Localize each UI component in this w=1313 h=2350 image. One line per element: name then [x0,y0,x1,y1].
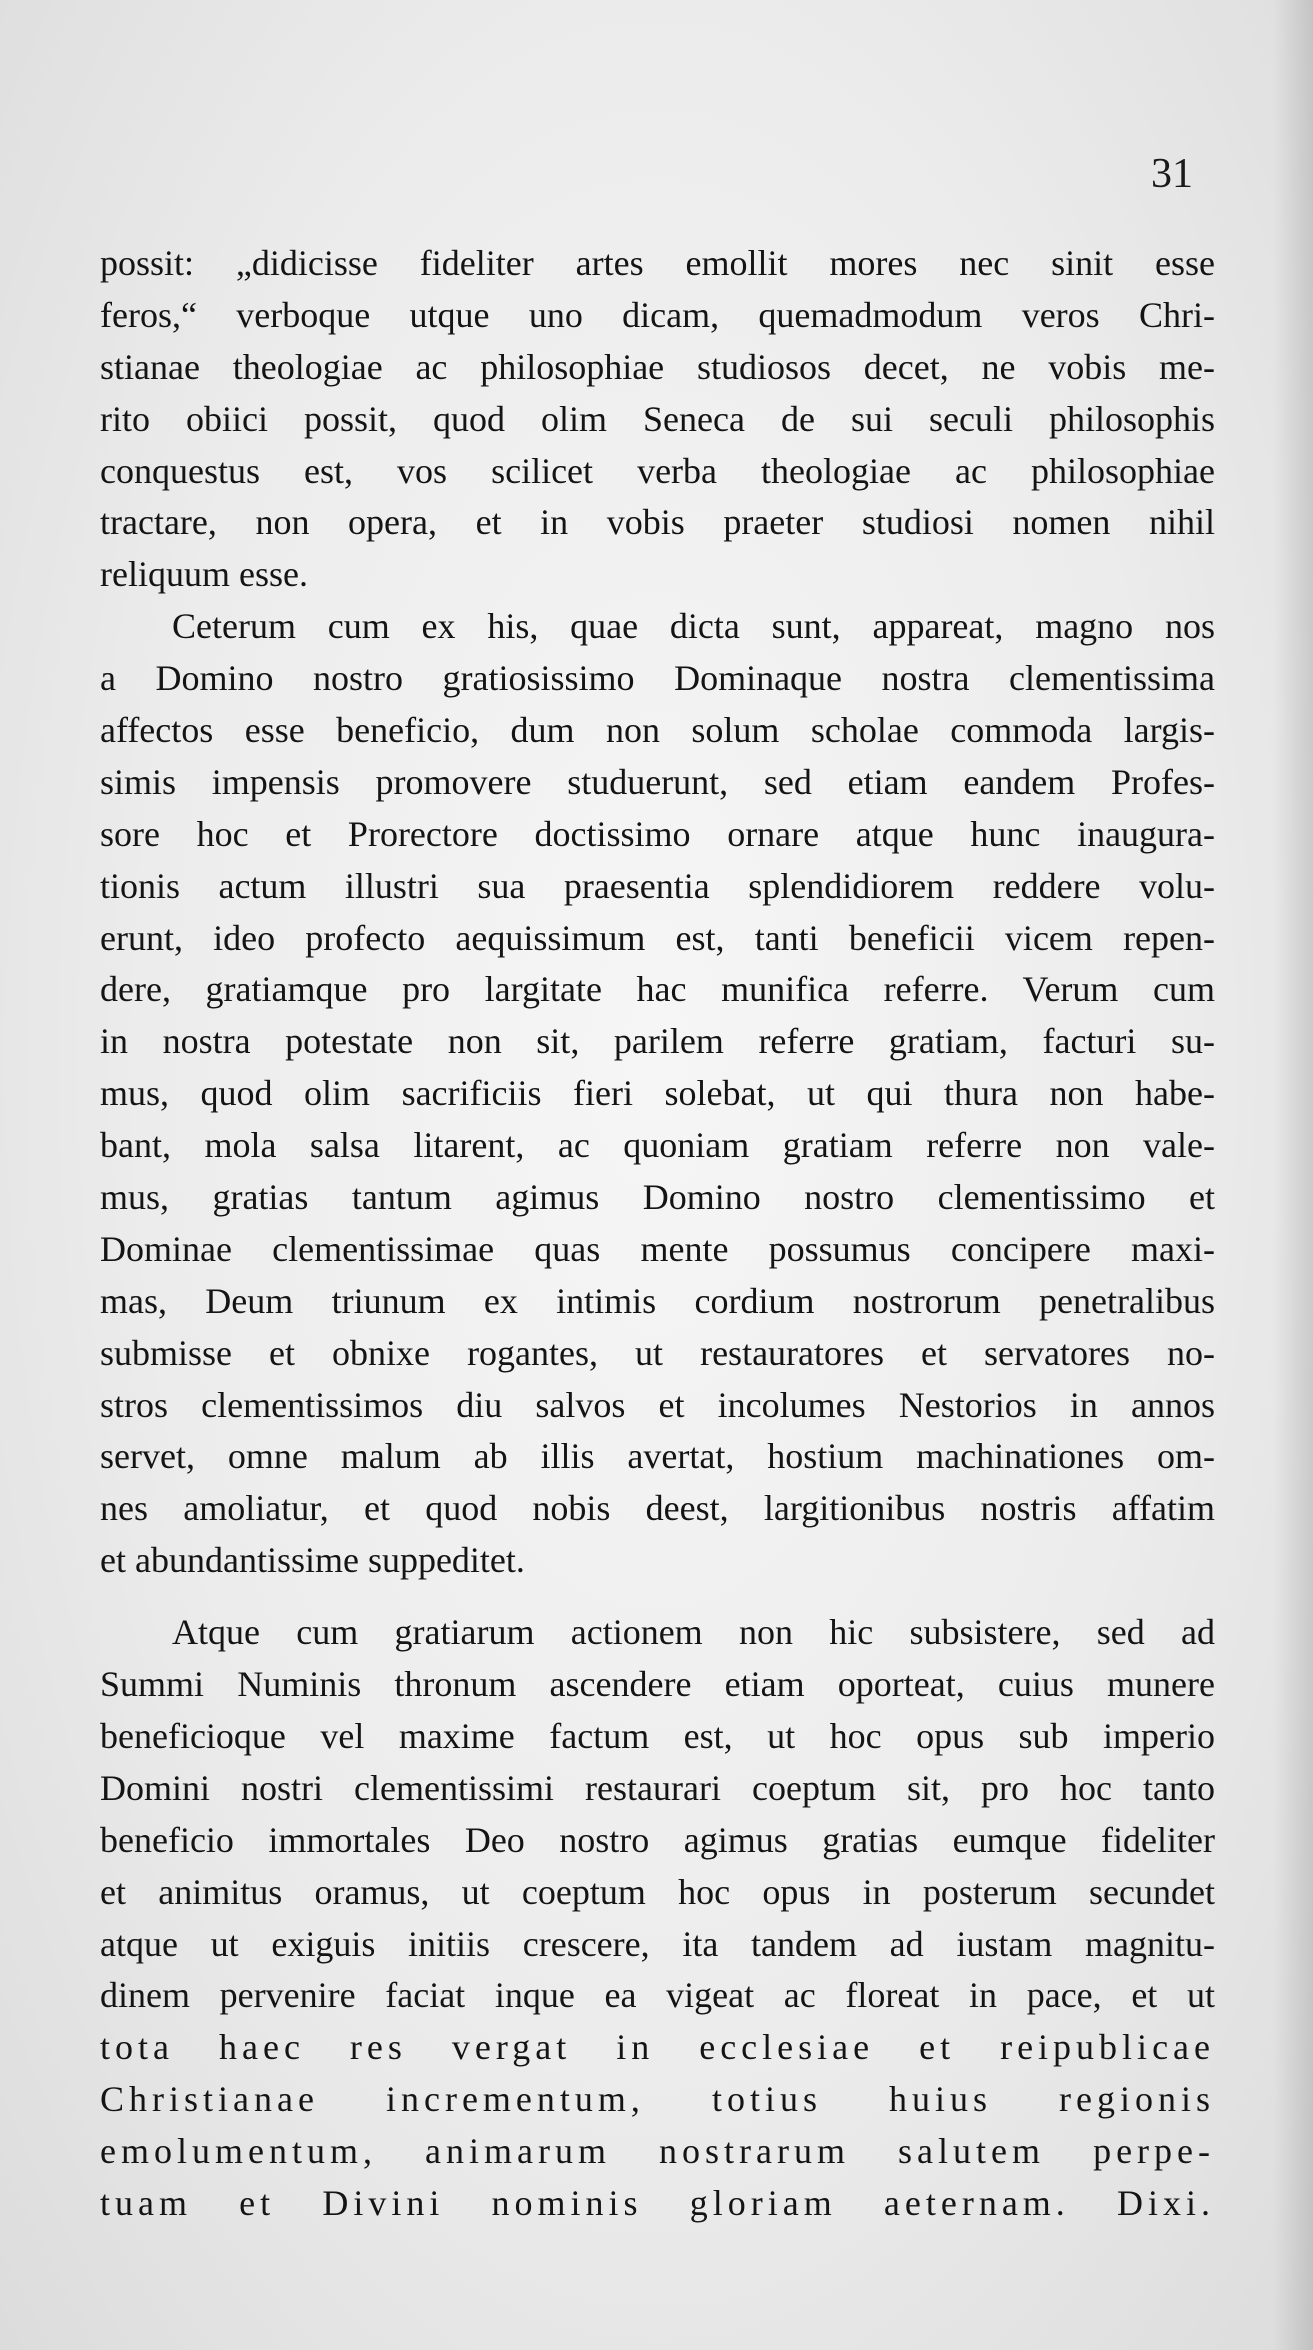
text-line: et animitus oramus, ut coeptum hoc opus in posterum secundet [100,1871,1215,1912]
paragraph-1 [100,238,1215,601]
text-line: Summi Numinis thronum ascendere etiam oporteat, cuius munere [100,1664,1215,1705]
text-line: sore hoc et Prorectore doctissimo ornare atque hunc inaugura- [100,813,1215,854]
body-text [100,238,1215,2230]
text-line: stianae theologiae ac philosophiae studiosos decet, ne vobis me- [100,346,1215,387]
text-line: submisse et obnixe rogantes, ut restauratores et servatores no- [100,1332,1215,1373]
spaced-text-line: Christianae incrementum, totius huius regionis [100,2079,1215,2120]
text-line: a Domino nostro gratiosissimo Dominaque nostra clementissima [100,658,1215,699]
text-line: et abundantissime suppeditet. [100,1540,525,1581]
text-line: rito obiici possit, quod olim Seneca de sui seculi philosophis [100,398,1215,439]
text-line: erunt, ideo profecto aequissimum est, tanti beneficii vicem repen- [100,917,1215,958]
text-line: feros,“ verboque utque uno dicam, quemadmodum veros Chri- [100,294,1215,335]
paragraph-3 [100,1607,1215,2230]
paragraph-2 [100,601,1215,1587]
text-line: conquestus est, vos scilicet verba theologiae ac philosophiae [100,450,1215,491]
text-line: Atque cum gratiarum actionem non hic subsistere, sed ad [172,1612,1215,1653]
text-line: atque ut exiguis initiis crescere, ita tandem ad iustam magnitu- [100,1923,1215,1964]
text-line: stros clementissimos diu salvos et incolumes Nestorios in annos [100,1384,1215,1425]
text-line: dinem pervenire faciat inque ea vigeat ac floreat in pace, et ut [100,1975,1215,2016]
text-line: in nostra potestate non sit, parilem referre gratiam, facturi su- [100,1021,1215,1062]
text-line: Dominae clementissimae quas mente possumus concipere maxi- [100,1228,1215,1269]
paragraph-gap [100,1587,1215,1607]
text-line: simis impensis promovere studuerunt, sed etiam eandem Profes- [100,761,1215,802]
text-line: reliquum esse. [100,554,308,595]
text-line: possit: „didicisse fideliter artes emollit mores nec sinit esse [100,243,1215,283]
text-line: Domini nostri clementissimi restaurari coeptum sit, pro hoc tanto [100,1767,1215,1808]
text-line: tionis actum illustri sua praesentia splendidiorem reddere volu- [100,865,1215,906]
spaced-text-line: emolumentum, animarum nostrarum salutem perpe- [100,2131,1215,2172]
page-number: 31 [1151,151,1193,197]
text-line: dere, gratiamque pro largitate hac munifica referre. Verum cum [100,969,1215,1010]
text-line: tractare, non opera, et in vobis praeter studiosi nomen nihil [100,502,1215,543]
text-line: Ceterum cum ex his, quae dicta sunt, appareat, magno nos [172,606,1215,647]
text-line: nes amoliatur, et quod nobis deest, largitionibus nostris affatim [100,1488,1215,1529]
text-line: beneficioque vel maxime factum est, ut hoc opus sub imperio [100,1715,1215,1756]
text-line: beneficio immortales Deo nostro agimus gratias eumque fideliter [100,1819,1215,1860]
spaced-text-line: tuam et Divini nominis gloriam aeternam. Dixi. [100,2182,1215,2223]
text-line: affectos esse beneficio, dum non solum scholae commoda largis- [100,710,1215,751]
text-line: bant, mola salsa litarent, ac quoniam gratiam referre non vale- [100,1125,1215,1166]
text-line: mas, Deum triunum ex intimis cordium nostrorum penetralibus [100,1280,1215,1321]
page-edge-shadow [1273,0,1313,2350]
text-line: mus, gratias tantum agimus Domino nostro clementissimo et [100,1177,1215,1218]
text-line: mus, quod olim sacrificiis fieri solebat, ut qui thura non habe- [100,1073,1215,1114]
text-line: servet, omne malum ab illis avertat, hostium machinationes om- [100,1436,1215,1477]
spaced-text-line: tota haec res vergat in ecclesiae et reipublicae [100,2027,1215,2068]
